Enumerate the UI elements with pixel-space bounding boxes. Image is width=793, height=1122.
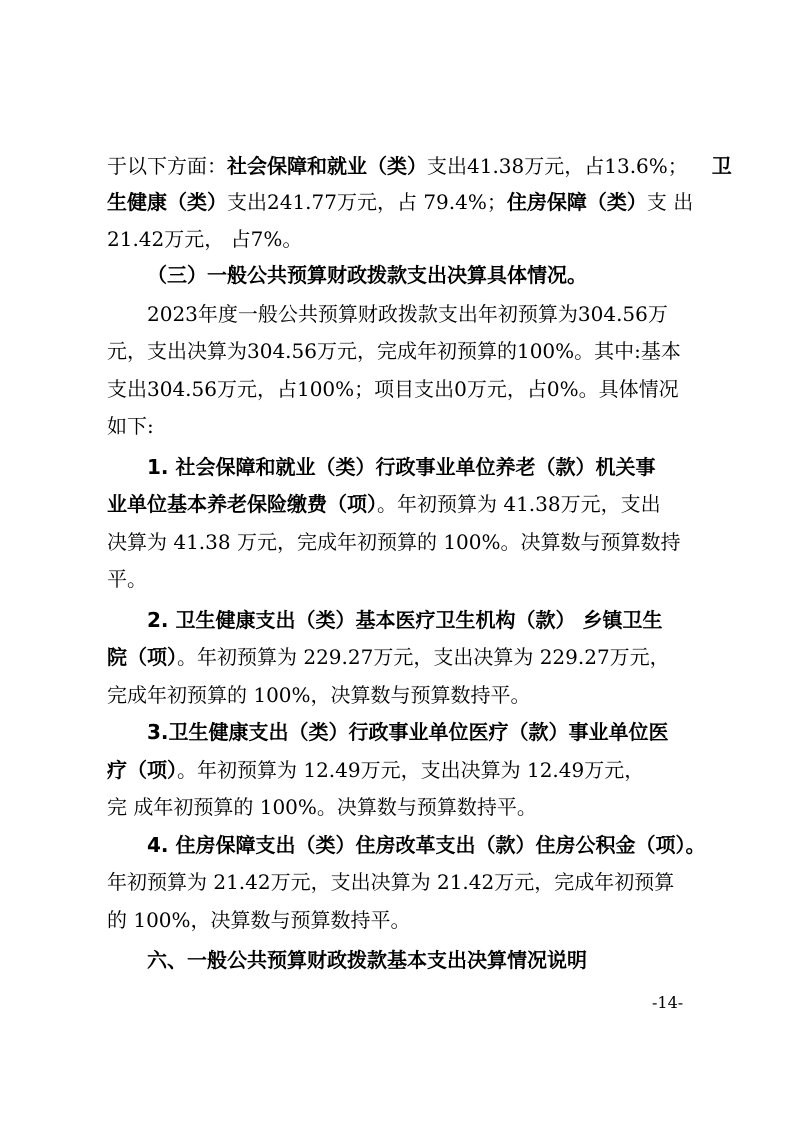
- paragraph-line: [107, 758, 692, 782]
- item-heading-line: 4. 住房保障支出（类）住房改革支出（款）住房公积金（项）。: [147, 833, 706, 857]
- item-heading-line: 1. 社会保障和就业（类）行政事业单位养老（款）机关事: [147, 455, 656, 479]
- paragraph-line: 如下:: [107, 414, 154, 438]
- bold-text-span: 疗（项）: [107, 758, 177, 782]
- paragraph-line: 完成年初预算的 100%，决算数与预算数持平。: [107, 683, 531, 707]
- section-heading: （三）一般公共预算财政拨款支出决算具体情况。: [147, 263, 587, 287]
- text-span: 支出241.77万元，占 79.4%；: [227, 190, 507, 214]
- paragraph-line: [107, 154, 732, 178]
- item-heading-line: 2. 卫生健康支出（类）基本医疗卫生机构（款） 乡镇卫生: [147, 608, 663, 632]
- text-span: 支 出: [646, 190, 694, 214]
- bold-text-span: 卫: [711, 154, 732, 178]
- text-span: 。年初预算为 41.38万元，支出: [377, 492, 661, 516]
- text-span: 于以下方面：: [107, 154, 227, 178]
- bold-text-span: 社会保障和就业（类）: [227, 154, 427, 178]
- text-span: 支出41.38万元，占13.6%；: [427, 154, 688, 178]
- bold-text-span: 院（项）: [107, 645, 177, 669]
- paragraph-line: 2023年度一般公共预算财政拨款支出年初预算为304.56万: [147, 302, 668, 326]
- paragraph-line: 年初预算为 21.42万元，支出决算为 21.42万元，完成年初预算: [107, 870, 675, 894]
- bold-text-span: 业单位基本养老保险缴费（项）: [107, 492, 377, 516]
- bold-text-span: 住房保障（类）: [506, 190, 647, 214]
- paragraph-line: 平。: [107, 567, 147, 591]
- bold-text-span: 生健康（类）: [107, 190, 227, 214]
- text-span: 。年初预算为 12.49万元，支出决算为 12.49万元，: [177, 758, 645, 782]
- paragraph-line: [107, 190, 692, 214]
- paragraph-line: 支出304.56万元，占100%；项目支出0万元，占0%。具体情况: [107, 377, 679, 401]
- section-heading: 六、一般公共预算财政拨款基本支出决算情况说明: [147, 948, 587, 972]
- paragraph-line: 21.42万元， 占7%。: [107, 227, 303, 251]
- paragraph-line: [107, 492, 692, 516]
- paragraph-line: 完 成年初预算的 100%。决算数与预算数持平。: [107, 795, 537, 819]
- paragraph-line: [107, 645, 692, 669]
- text-span: 。年初预算为 229.27万元，支出决算为 229.27万元，: [177, 645, 670, 669]
- paragraph-line: 的 100%，决算数与预算数持平。: [107, 908, 411, 932]
- item-heading-line: 3.卫生健康支出（类）行政事业单位医疗（款）事业单位医: [147, 720, 669, 744]
- paragraph-line: 元，支出决算为304.56万元，完成年初预算的100%。其中:基本: [107, 339, 681, 363]
- page-number: -14-: [652, 993, 684, 1012]
- paragraph-line: 决算为 41.38 万元，完成年初预算的 100%。决算数与预算数持: [107, 530, 681, 554]
